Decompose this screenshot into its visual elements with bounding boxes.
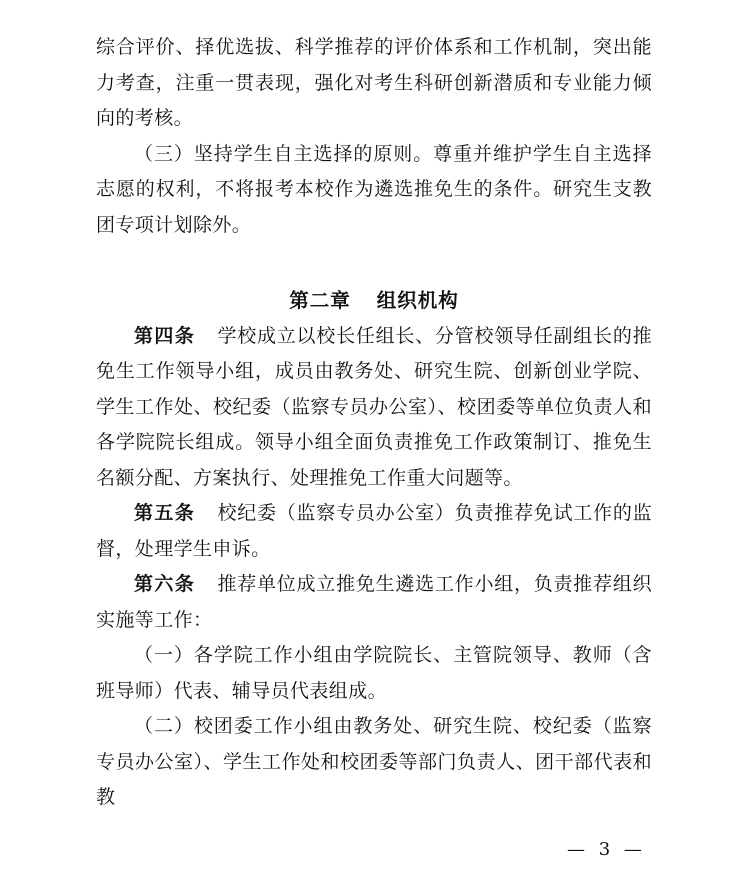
- article-six-text: 推荐单位成立推免生遴选工作小组，负责推荐组织实施等工作：: [96, 573, 652, 631]
- article-five-heading: 第五条: [134, 502, 196, 524]
- chapter-title: 组织机构: [376, 289, 459, 312]
- chapter-number: 第二章: [289, 289, 351, 312]
- paragraph-item-one: （一）各学院工作小组由学院院长、主管院领导、教师（含班导师）代表、辅导员代表组成。: [96, 644, 652, 702]
- article-six: [96, 567, 652, 638]
- article-six-heading: 第六条: [134, 573, 196, 595]
- article-four-heading: 第四条: [134, 324, 196, 347]
- paragraph-principle-three: （三）坚持学生自主选择的原则。尊重并维护学生自主选择志愿的权利，不将报考本校作为遴选推免生的条件。研究生支教团专项计划除外。: [96, 142, 652, 236]
- article-five: [96, 496, 652, 567]
- paragraph-item-two: （二）校团委工作小组由教务处、研究生院、校纪委（监察专员办公室）、学生工作处和校团委等部门负责人、团干部代表和教: [96, 715, 652, 808]
- article-five-text: 校纪委（监察专员办公室）负责推荐免试工作的监督，处理学生申诉。: [96, 502, 652, 560]
- article-four-text: 学校成立以校长任组长、分管校领导任副组长的推免生工作领导小组，成员由教务处、研究生院、创新创业学院、学生工作处、校纪委（监察专员办公室）、校团委等单位负责人和各学院院长组成。领导小组全面负责推免工作政策制订、推免生名额分配、方案执行、处理推免工作重大问题等。: [96, 324, 652, 489]
- document-body: [96, 30, 652, 816]
- article-four: [96, 319, 652, 497]
- chapter-heading: [96, 283, 652, 319]
- page-number: — 3 —: [567, 839, 646, 860]
- paragraph-continued: 综合评价、择优选拔、科学推荐的评价体系和工作机制，突出能力考查，注重一贯表现，强化对考生科研创新潜质和专业能力倾向的考核。: [96, 36, 652, 129]
